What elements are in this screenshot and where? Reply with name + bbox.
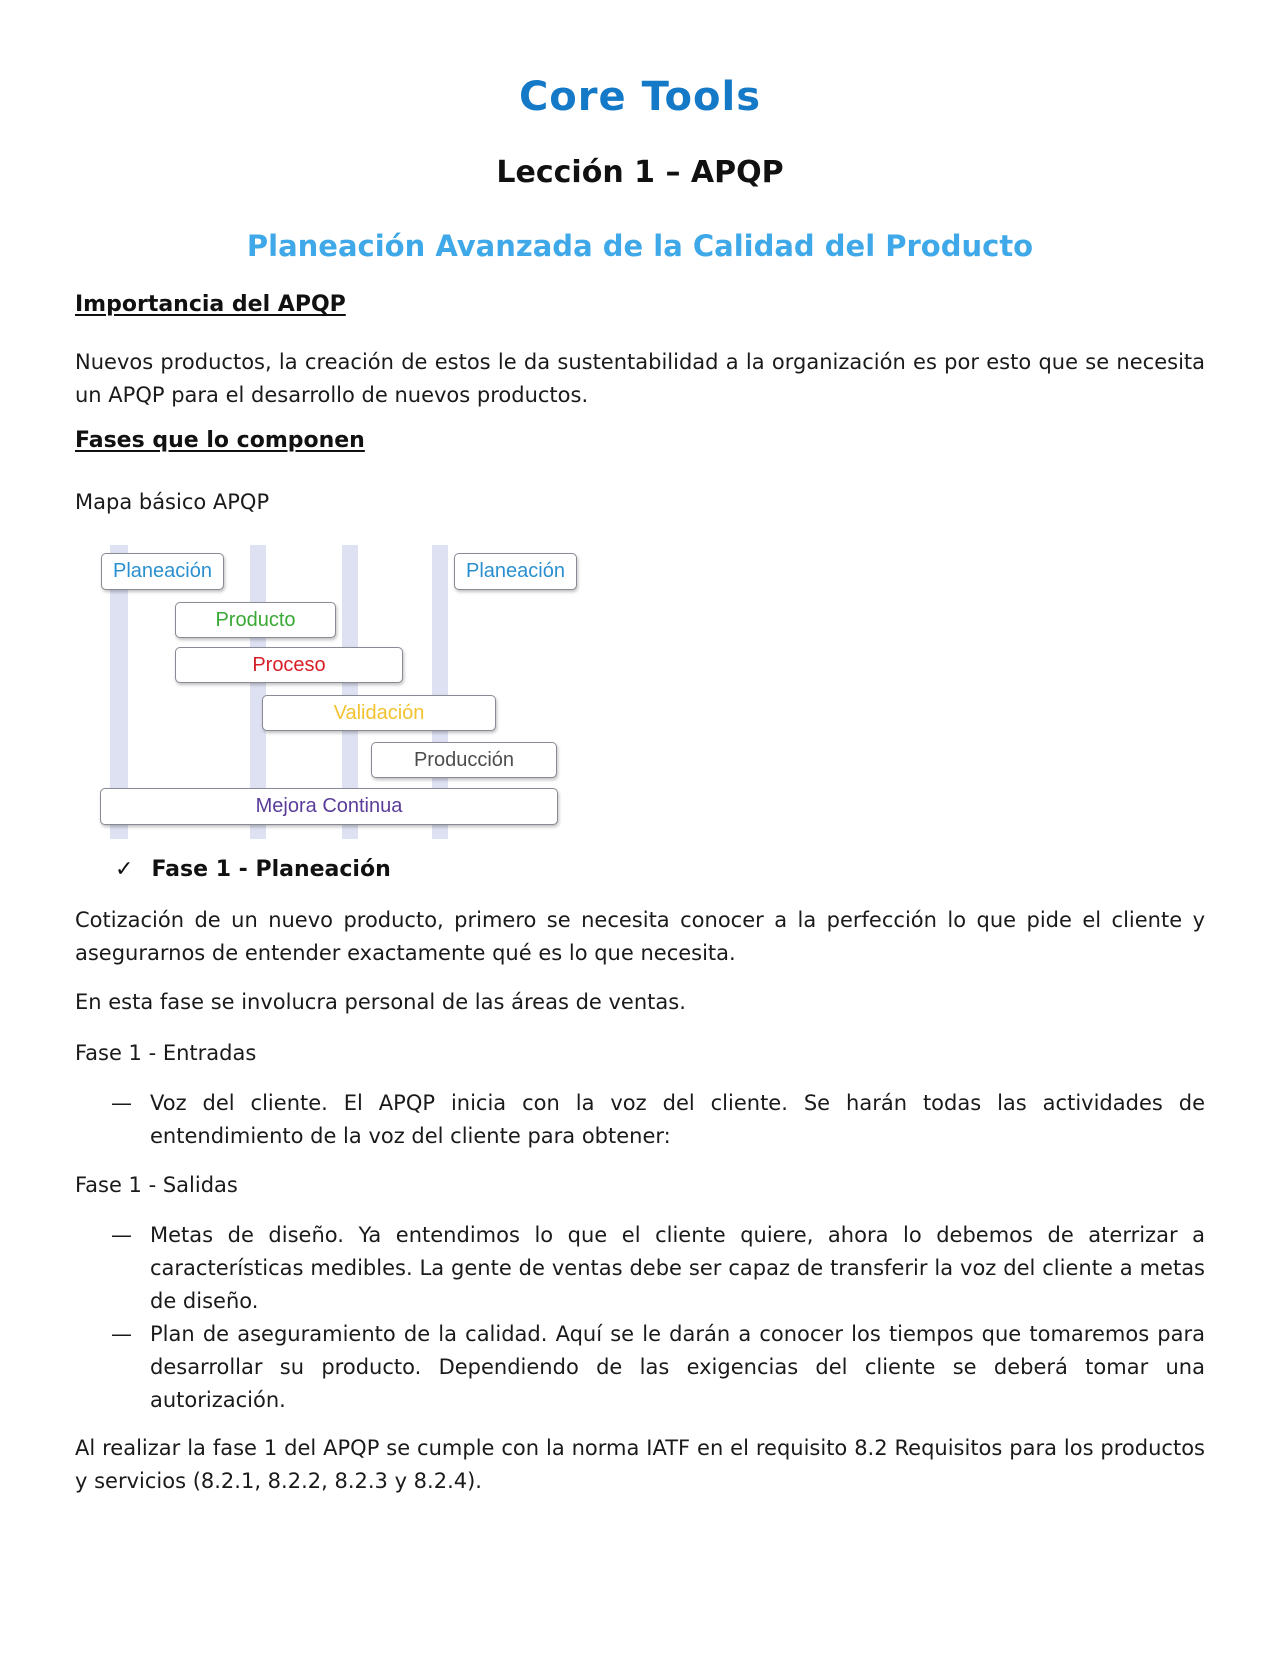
heading-fases: Fases que lo componen	[75, 428, 365, 453]
document-subtitle: Planeación Avanzada de la Calidad del Producto	[246, 229, 1034, 263]
phase-box-mejora-continua	[100, 788, 558, 825]
phase-label: Validación	[333, 701, 425, 724]
paragraph-phase-1-description: Cotización de un nuevo producto, primero se necesita conocer a la perfección lo que pide el cliente y asegurarnos de entender exactamente qué es lo que necesita.	[75, 908, 1205, 965]
paragraph-importancia: Nuevos productos, la creación de estos le da sustentabilidad a la organización es por esto que se necesita un APQP para el desarrollo de nuevos productos.	[75, 350, 1205, 407]
document-title: Core Tools	[518, 74, 762, 120]
lesson-title: Lección 1 – APQP	[496, 155, 784, 190]
phase-box-planeacion-start	[101, 553, 224, 590]
paragraph-conclusion: Al realizar la fase 1 del APQP se cumple con la norma IATF en el requisito 8.2 Requisitos para los productos y servicios (8.2.1, 8.2.2, 8.2.3 y 8.2.4).	[75, 1436, 1205, 1493]
dash-icon: —	[111, 1322, 132, 1346]
list-item	[111, 1318, 1205, 1417]
heading-importancia: Importancia del APQP	[75, 292, 346, 317]
dash-icon: —	[111, 1091, 132, 1115]
phase-box-validacion	[262, 695, 496, 731]
phase-box-planeacion-end	[454, 553, 577, 590]
salida-text: Metas de diseño. Ya entendimos lo que el cliente quiere, ahora lo debemos de aterrizar a características medibles. La gente de ventas debe ser capaz de transferir la voz del cliente a metas de diseño.	[150, 1223, 1205, 1313]
phase-box-producto	[175, 602, 336, 638]
phase-label: Planeación	[113, 560, 212, 582]
paragraph-phase-1-personal: En esta fase se involucra personal de las áreas de ventas.	[75, 990, 686, 1014]
phase-1-checklist-item	[115, 857, 391, 882]
phase-box-proceso	[175, 647, 403, 683]
salidas-label: Fase 1 - Salidas	[75, 1173, 238, 1197]
list-item	[111, 1219, 1205, 1318]
entrada-text: Voz del cliente. El APQP inicia con la voz del cliente. Se harán todas las actividades de entendimiento de la voz del cliente para obtener:	[150, 1091, 1205, 1148]
apqp-map-diagram	[74, 545, 586, 839]
entradas-label: Fase 1 - Entradas	[75, 1041, 257, 1065]
check-icon: ✓	[115, 857, 134, 882]
phase-label: Proceso	[252, 653, 326, 676]
phase-label: Producción	[413, 748, 515, 771]
phase-label: Planeación	[466, 560, 565, 582]
salida-text: Plan de aseguramiento de la calidad. Aquí se le darán a conocer los tiempos que tomaremos para desarrollar su producto. Dependiendo de las exigencias del cliente se deberá tomar una autorización.	[150, 1322, 1205, 1412]
phase-box-produccion	[371, 742, 557, 778]
dash-icon: —	[111, 1223, 132, 1247]
phase-label: Mejora Continua	[255, 795, 403, 817]
phase-label: Producto	[215, 608, 296, 631]
map-label: Mapa básico APQP	[75, 490, 270, 514]
phase-1-title: Fase 1 - Planeación	[151, 857, 391, 882]
list-item	[111, 1087, 1205, 1153]
